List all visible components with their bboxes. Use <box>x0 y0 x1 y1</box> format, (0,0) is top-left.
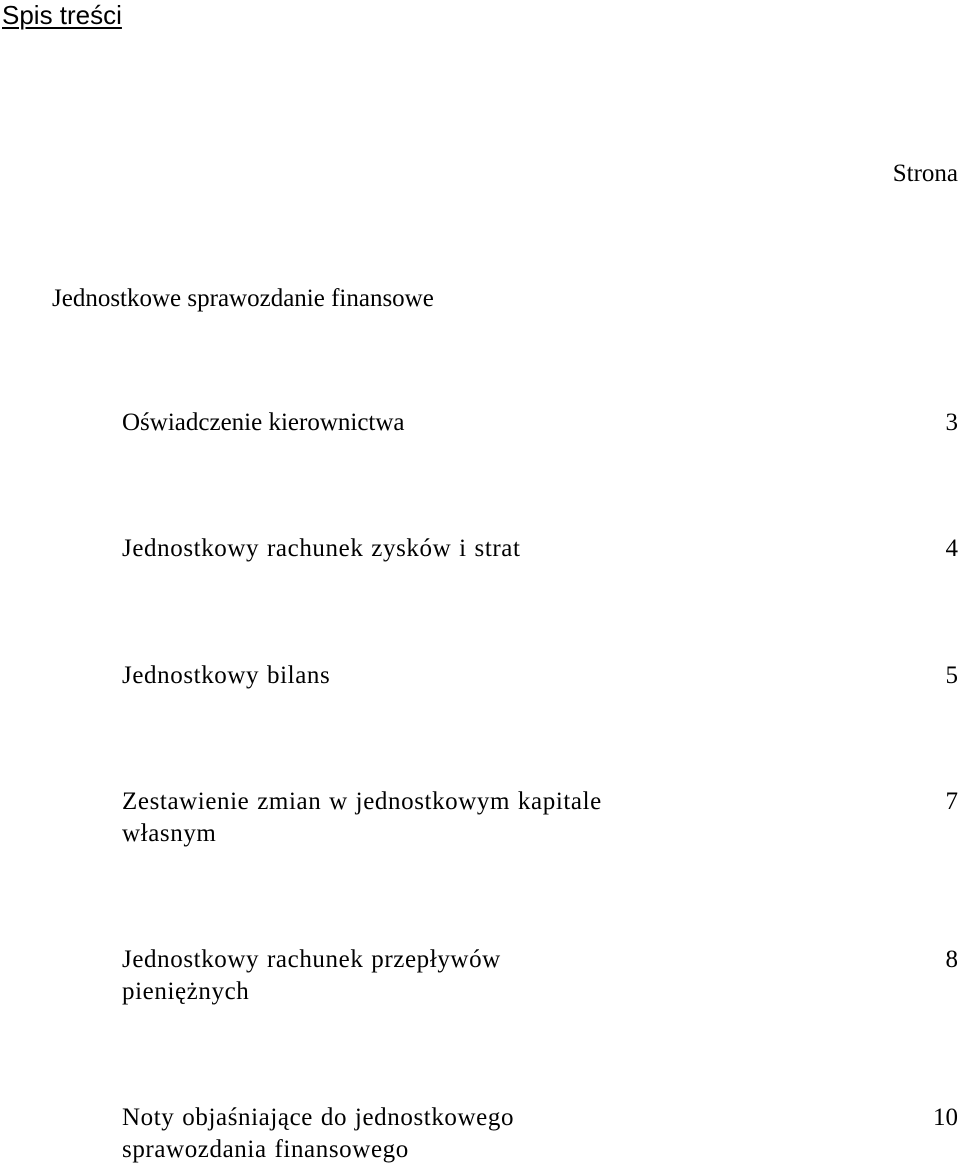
page-title: Spis treści <box>2 0 122 30</box>
toc-entry-page-number: 5 <box>945 662 958 689</box>
toc-entry-page-number: 7 <box>945 788 958 815</box>
toc-entry-balance-sheet[interactable] <box>122 660 958 692</box>
toc-entry-label: Jednostkowy rachunek przepływów pieniężnych <box>122 946 501 1005</box>
toc-entry-page-number: 3 <box>945 409 958 436</box>
toc-entry-label: Oświadczenie kierownictwa <box>122 409 405 436</box>
toc-entry-label: Jednostkowy rachunek zysków i strat <box>122 535 521 562</box>
toc-entry-label: Noty objaśniające do jednostkowego sprawozdania finansowego <box>122 1104 515 1163</box>
toc-entry-label: Zestawienie zmian w jednostkowym kapitale własnym <box>122 788 602 847</box>
toc-entry-label: Jednostkowy bilans <box>122 662 331 689</box>
toc-entry-notes[interactable] <box>122 1102 958 1166</box>
toc-entry-income-statement[interactable] <box>122 533 958 565</box>
page-column-header: Strona <box>892 160 958 187</box>
toc-entry-page-number: 4 <box>945 535 958 562</box>
toc-entry-cash-flow[interactable] <box>122 944 958 1008</box>
toc-entry-page-number: 8 <box>945 946 958 973</box>
toc-entry-statement[interactable] <box>122 407 958 439</box>
toc-entry-page-number: 10 <box>933 1104 958 1131</box>
section-heading: Jednostkowe sprawozdanie finansowe <box>52 285 434 312</box>
toc-entry-equity-changes[interactable] <box>122 786 958 850</box>
